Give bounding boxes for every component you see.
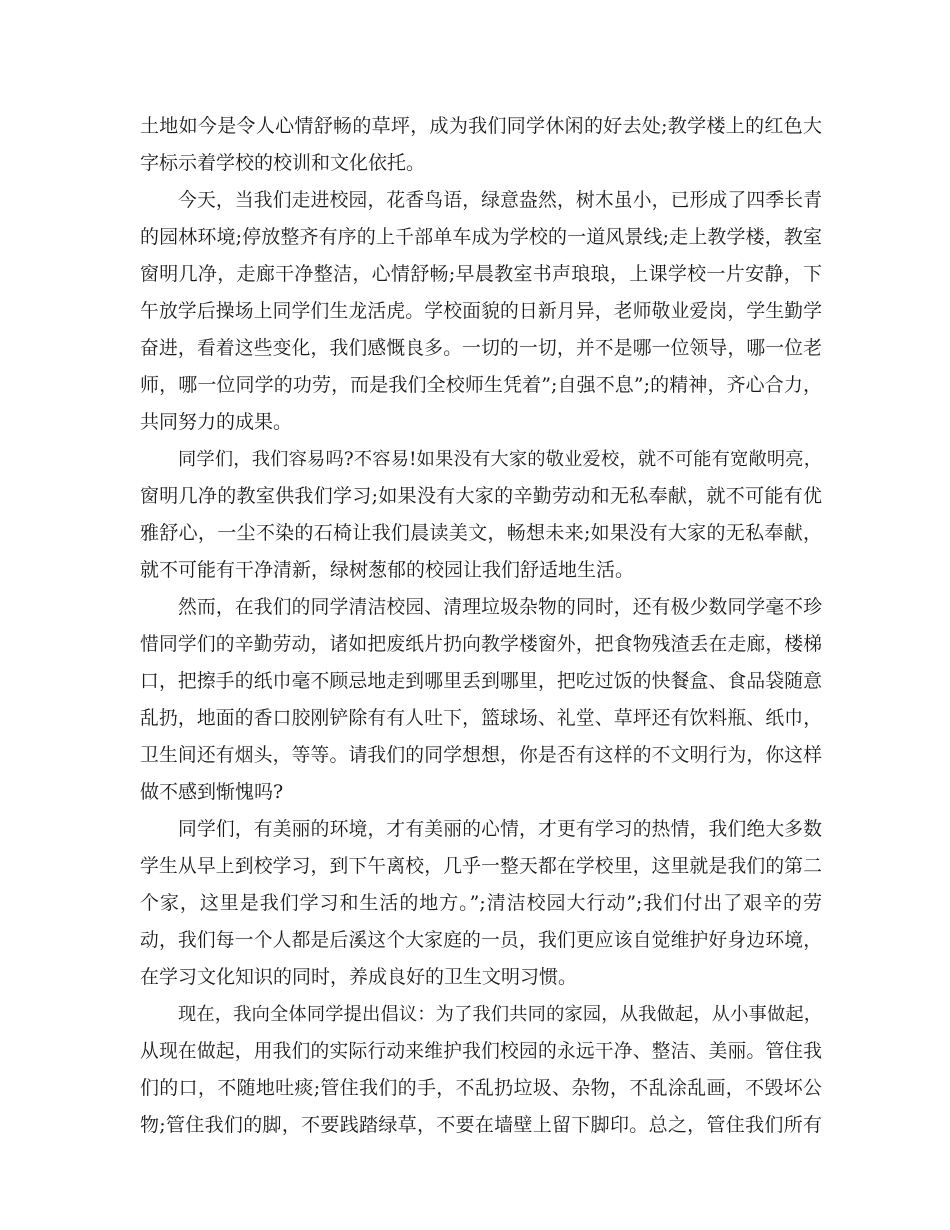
paragraph-line: 然而，在我们的同学清洁校园、清理垃圾杂物的同时，还有极少数同学毫不珍 [178,597,822,618]
paragraph-line: 学生从早上到校学习，到下午离校，几乎一整天都在学校里，这里就是我们的第二 [140,856,822,877]
paragraph-line: 窗明几净的教室供我们学习;如果没有大家的辛勤劳动和无私奉献，就不可能有优 [140,485,822,507]
paragraph-line: 个家，这里是我们学习和生活的地方。”;清洁校园大行动”;我们付出了艰辛的劳 [140,892,822,914]
paragraph-line: 口，把擦手的纸巾毫不顾忌地走到哪里丢到哪里，把吃过饭的快餐盒、食品袋随意 [140,671,822,692]
paragraph-line: 窗明几净，走廊干净整洁，心情舒畅;早晨教室书声琅琅，上课学校一片安静，下 [140,263,822,285]
paragraph-line: 物;管住我们的脚，不要践踏绿草，不要在墙壁上留下脚印。总之，管住我们所有 [140,1114,822,1136]
paragraph-line: 同学们，我们容易吗?不容易!如果没有大家的敬业爱校，就不可能有宽敞明亮， [178,449,822,470]
paragraph-line: 在学习文化知识的同时，养成良好的卫生文明习惯。 [140,966,578,988]
paragraph-line: 做不感到惭愧吗? [140,781,284,803]
paragraph-line: 们的口，不随地吐痰;管住我们的手，不乱扔垃圾、杂物，不乱涂乱画，不毁坏公 [140,1077,822,1099]
paragraph-line: 同学们，有美丽的环境，才有美丽的心情，才更有学习的热情，我们绝大多数 [178,819,822,840]
paragraph-line: 从现在做起，用我们的实际行动来维护我们校园的永远干净、整洁、美丽。管住我 [140,1041,822,1062]
paragraph-line: 惜同学们的辛勤劳动，诸如把废纸片扔向教学楼窗外，把食物残渣丢在走廊，楼梯 [140,634,822,655]
paragraph-line: 午放学后操场上同学们生龙活虎。学校面貌的日新月异，老师敬业爱岗，学生勤学 [140,301,822,322]
paragraph-line: 共同努力的成果。 [140,411,293,433]
paragraph-line: 现在，我向全体同学提出倡议：为了我们共同的家园，从我做起，从小事做起， [178,1004,822,1025]
paragraph-line: 今天，当我们走进校园，花香鸟语，绿意盎然，树木虽小，已形成了四季长青 [178,190,822,211]
paragraph-line: 乱扔，地面的香口胶刚铲除有有人吐下，篮球场、礼堂、草坪还有饮料瓶、纸巾， [140,708,822,729]
paragraph-line: 雅舒心，一尘不染的石椅让我们晨读美文，畅想未来;如果没有大家的无私奉献， [140,522,822,544]
body-text [140,108,822,1144]
paragraph-line: 土地如今是令人心情舒畅的草坪，成为我们同学休闲的好去处;教学楼上的红色大 [140,115,822,137]
paragraph-line: 师，哪一位同学的功劳，而是我们全校师生凭着”;自强不息”;的精神，齐心合力， [140,374,822,396]
paragraph-line: 动，我们每一个人都是后溪这个大家庭的一员，我们更应该自觉维护好身边环境， [140,930,822,951]
paragraph-line: 卫生间还有烟头，等等。请我们的同学想想，你是否有这样的不文明行为，你这样 [140,745,822,766]
paragraph-line: 字标示着学校的校训和文化依托。 [140,152,426,174]
paragraph-line: 奋进，看着这些变化，我们感慨良多。一切的一切，并不是哪一位领导，哪一位老 [140,338,822,359]
paragraph-line: 的园林环境;停放整齐有序的上千部单车成为学校的一道风景线;走上教学楼，教室 [140,226,822,248]
paragraph-line: 就不可能有干净清新，绿树葱郁的校园让我们舒适地生活。 [140,559,635,581]
